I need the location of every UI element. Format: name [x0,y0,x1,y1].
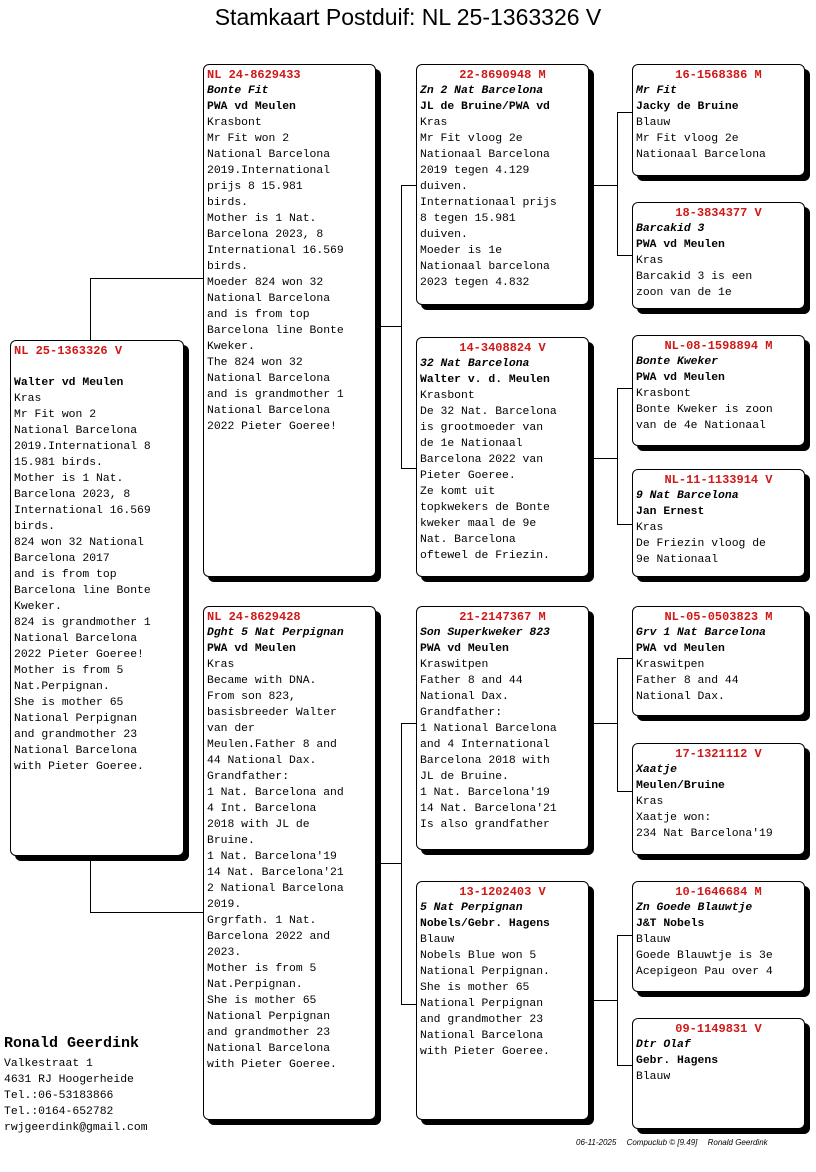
pigeon-color: Kraswitpen [636,659,705,671]
note-line: 9e Nationaal [636,554,719,566]
note-line: Ze komt uit [420,486,496,498]
note-line: National Barcelona [420,1030,544,1042]
owner-name: Ronald Geerdink [4,1035,140,1052]
breeder-name: Nobels/Gebr. Hagens [420,918,550,930]
note-line: National Barcelona [207,1043,331,1055]
note-line: 1 Nat. Barcelona'19 [420,787,550,799]
note-line: 2022 Pieter Goeree! [14,649,144,661]
note-line: Father 8 and 44 [636,675,739,687]
note-line: De Friezin vloog de [636,538,766,550]
note-line: National Barcelona [14,745,138,757]
connector [401,185,402,468]
pedigree-card-fmm[interactable] [632,469,805,577]
breeder-name: Gebr. Hagens [636,1055,719,1067]
note-line: 2023. [207,947,242,959]
pigeon-color: Krasbont [420,390,475,402]
note-line: 2018 with JL de [207,819,310,831]
pedigree-card-mother[interactable] [203,606,376,1120]
note-line: prijs 8 15.981 [207,181,303,193]
note-line: Nobels Blue won 5 [420,950,537,962]
owner-block [4,1034,148,1136]
pigeon-color: Krasbont [207,117,262,129]
breeder-name: Jacky de Bruine [636,101,739,113]
note-line: 824 won 32 National [14,537,144,549]
note-line: National Barcelona [207,149,331,161]
connector [617,255,633,256]
pigeon-name: Grv 1 Nat Barcelona [636,627,766,639]
pigeon-name: 9 Nat Barcelona [636,490,739,502]
breeder-name: Jan Ernest [636,506,705,518]
breeder-name: PWA vd Meulen [207,643,296,655]
note-line: Kweker. [14,601,62,613]
ring-number: NL-08-1598894 M [664,339,773,353]
breeder-name: PWA vd Meulen [636,239,725,251]
owner-street: Valkestraat 1 [4,1058,93,1070]
ring-number: NL 24-8629433 [207,68,301,82]
ring-number: 21-2147367 M [459,610,546,624]
note-line: 1 Nat. Barcelona'19 [207,851,337,863]
pigeon-color: Blauw [636,934,671,946]
pigeon-color: Kras [636,255,664,267]
pedigree-card-fff[interactable] [632,64,805,176]
note-line: 2022 Pieter Goeree! [207,421,337,433]
note-line: Barcelona 2023, 8 [14,489,131,501]
ring-number: 13-1202403 V [459,885,546,899]
connector [617,1065,633,1066]
note-line: duiven. [420,229,468,241]
pigeon-color: Kras [636,522,664,534]
note-line: International 16.569 [14,505,151,517]
pigeon-name: Dtr Olaf [636,1039,691,1051]
ring-number: 17-1321112 V [675,747,762,761]
note-line: 2019 tegen 4.129 [420,165,530,177]
note-line: Mother is 1 Nat. [14,473,124,485]
note-line: van de 4e Nationaal [636,420,766,432]
pedigree-card-mmf[interactable] [632,881,805,992]
connector [589,185,617,186]
note-line: Nat.Perpignan. [14,681,110,693]
pigeon-name [14,359,180,375]
page-title: Stamkaart Postduif: NL 25-1363326 V [214,4,602,30]
note-line: She is mother 65 [14,697,124,709]
footer-author: Ronald Geerdink [707,1138,768,1147]
pedigree-card-fm[interactable] [416,337,589,577]
note-line: Grandfather: [207,771,290,783]
note-line: and is from top [14,569,117,581]
owner-phone: Tel.:0164-652782 [4,1106,114,1118]
connector [90,857,91,912]
footer-date: 06-11-2025 [576,1138,617,1147]
note-line: and grandmother 23 [14,729,138,741]
ring-number: NL-05-0503823 M [664,610,773,624]
note-line: Moeder is 1e [420,245,503,257]
note-line: Barcelona 2022 van [420,454,544,466]
note-line: 4 Int. Barcelona [207,803,317,815]
note-line: with Pieter Goeree. [14,761,144,773]
note-line: She is mother 65 [207,995,317,1007]
breeder-name: Meulen/Bruine [636,780,725,792]
note-line: Barcelona line Bonte [14,585,151,597]
note-line: National Barcelona [207,405,331,417]
connector [376,863,401,864]
connector [401,185,417,186]
note-line: and grandmother 23 [420,1014,544,1026]
note-line: kweker maal de 9e [420,518,537,530]
footer-software: Compuclub © [9.49] [626,1138,698,1147]
note-line: 2019. [207,899,242,911]
note-line: Kweker. [207,341,255,353]
pigeon-name: Xaatje [636,764,678,776]
connector [589,723,617,724]
breeder-name: PWA vd Meulen [636,372,725,384]
connector [401,723,417,724]
note-line: Nationaal barcelona [420,261,550,273]
pigeon-color: Kras [14,393,42,405]
pigeon-color: Blauw [636,1071,671,1083]
note-line: National Perpignan [207,1011,331,1023]
note-line: 44 National Dax. [207,755,317,767]
note-line: zoon van de 1e [636,287,732,299]
pedigree-card-subject[interactable] [10,340,184,856]
connector [617,524,633,525]
pigeon-name: Son Superkweker 823 [420,627,550,639]
note-line: National Barcelona [207,293,331,305]
note-line: Nationaal Barcelona [636,149,766,161]
note-line: Goede Blauwtje is 3e [636,950,773,962]
pigeon-color: Krasbont [636,388,691,400]
pedigree-card-fmf[interactable] [632,335,805,446]
note-line: National Barcelona [207,373,331,385]
pedigree-card-mmm[interactable] [632,1018,805,1129]
breeder-name: PWA vd Meulen [636,643,725,655]
pigeon-name: 32 Nat Barcelona [420,358,530,370]
ring-number: NL 24-8629428 [207,610,301,624]
note-line: Is also grandfather [420,819,550,831]
note-line: Mother is 1 Nat. [207,213,317,225]
breeder-name: PWA vd Meulen [207,101,296,113]
note-line: Grgrfath. 1 Nat. [207,915,317,927]
note-line: JL de Bruine. [420,771,509,783]
note-line: and is grandmother 1 [207,389,344,401]
connector [617,935,633,936]
note-line: Barcelona 2022 and [207,931,331,943]
connector [90,278,91,340]
ring-number: 22-8690948 M [459,68,546,82]
note-line: with Pieter Goeree. [420,1046,550,1058]
connector [617,658,633,659]
note-line: Mother is from 5 [14,665,124,677]
pigeon-color: Kraswitpen [420,659,489,671]
note-line: Mother is from 5 [207,963,317,975]
pedigree-card-mff[interactable] [632,606,805,716]
breeder-name: Walter vd Meulen [14,377,124,389]
ring-number: 09-1149831 V [675,1022,762,1036]
pedigree-card-mfm[interactable] [632,743,805,855]
breeder-name: PWA vd Meulen [420,643,509,655]
connector [617,112,633,113]
note-line: 2023 tegen 4.832 [420,277,530,289]
breeder-name: Walter v. d. Meulen [420,374,550,386]
note-line: De 32 Nat. Barcelona [420,406,557,418]
note-line: National Perpignan [420,998,544,1010]
note-line: Pieter Goeree. [420,470,516,482]
note-line: Mr Fit vloog 2e [636,133,739,145]
owner-city: 4631 RJ Hoogerheide [4,1074,134,1086]
note-line: Mr Fit vloog 2e [420,133,523,145]
note-line: Nat.Perpignan. [207,979,303,991]
connector [617,388,618,524]
note-line: topkwekers de Bonte [420,502,550,514]
note-line: Mr Fit won 2 [207,133,290,145]
note-line: 8 tegen 15.981 [420,213,516,225]
note-line: Father 8 and 44 [420,675,523,687]
connector [401,468,417,469]
pigeon-color: Kras [207,659,235,671]
note-line: and is from top [207,309,310,321]
note-line: Meulen.Father 8 and [207,739,337,751]
breeder-name: J&T Nobels [636,918,705,930]
note-line: and 4 International [420,739,550,751]
ring-number: NL 25-1363326 V [14,344,123,358]
note-line: birds. [14,521,56,533]
connector [617,791,633,792]
note-line: 14 Nat. Barcelona'21 [420,803,557,815]
note-line: Mr Fit won 2 [14,409,97,421]
pigeon-name: Bonte Fit [207,85,269,97]
note-line: National Barcelona [14,633,138,645]
pigeon-name: Dght 5 Nat Perpignan [207,627,344,639]
note-line: Acepigeon Pau over 4 [636,966,773,978]
owner-phone-mobile: Tel.:06-53183866 [4,1090,114,1102]
pedigree-card-father[interactable] [203,64,376,577]
footer [576,1138,776,1147]
note-line: de 1e Nationaal [420,438,523,450]
pedigree-card-mm[interactable] [416,881,589,1120]
connector [589,458,617,459]
note-line: 15.981 birds. [14,457,103,469]
note-line: National Perpignan [14,713,138,725]
note-line: Barcelona 2023, 8 [207,229,324,241]
note-line: 2019.International [207,165,331,177]
note-line: Became with DNA. [207,675,317,687]
ring-number: 18-3834377 V [675,206,762,220]
note-line: birds. [207,197,249,209]
note-line: duiven. [420,181,468,193]
note-line: Barcelona 2018 with [420,755,550,767]
note-line: 824 is grandmother 1 [14,617,151,629]
pigeon-name: Barcakid 3 [636,223,705,235]
note-line: van der [207,723,255,735]
ring-number: 10-1646684 M [675,885,762,899]
pigeon-color: Kras [636,796,664,808]
pigeon-name: Mr Fit [636,85,678,97]
pigeon-name: Zn 2 Nat Barcelona [420,85,544,97]
ring-number: NL-11-1133914 V [664,473,773,487]
pigeon-name: Bonte Kweker [636,356,719,368]
note-line: is grootmoeder van [420,422,544,434]
note-line: with Pieter Goeree. [207,1059,337,1071]
note-line: Nationaal Barcelona [420,149,550,161]
pedigree-card-ffm[interactable] [632,202,805,309]
note-line: oftewel de Friezin. [420,550,550,562]
note-line: International 16.569 [207,245,344,257]
note-line: Barcelona line Bonte [207,325,344,337]
connector [401,1004,417,1005]
note-line: National Dax. [636,691,725,703]
connector [90,912,204,913]
note-line: and grandmother 23 [207,1027,331,1039]
note-line: National Perpignan. [420,966,550,978]
note-line: From son 823, [207,691,296,703]
pigeon-name: 5 Nat Perpignan [420,902,523,914]
note-line: She is mother 65 [420,982,530,994]
pigeon-name: Zn Goede Blauwtje [636,902,753,914]
note-line: Bruine. [207,835,255,847]
connector [617,112,618,255]
note-line: Internationaal prijs [420,197,557,209]
note-line: The 824 won 32 [207,357,303,369]
connector [589,1000,617,1001]
pigeon-color: Kras [420,117,448,129]
note-line: Xaatje won: [636,812,712,824]
note-line: 2 National Barcelona [207,883,344,895]
connector [617,658,618,791]
pigeon-color: Blauw [636,117,671,129]
owner-email: rwjgeerdink@gmail.com [4,1122,148,1134]
note-line: 1 National Barcelona [420,723,557,735]
connector [617,935,618,1065]
ring-number: 14-3408824 V [459,341,546,355]
note-line: Barcakid 3 is een [636,271,753,283]
connector [376,326,401,327]
pedigree-card-mf[interactable] [416,606,589,850]
note-line: Nat. Barcelona [420,534,516,546]
note-line: National Barcelona [14,425,138,437]
pedigree-card-ff[interactable] [416,64,589,305]
connector [90,278,204,279]
note-line: 1 Nat. Barcelona and [207,787,344,799]
note-line: Grandfather: [420,707,503,719]
note-line: birds. [207,261,249,273]
ring-number: 16-1568386 M [675,68,762,82]
pigeon-color: Blauw [420,934,455,946]
note-line: Bonte Kweker is zoon [636,404,773,416]
connector [401,723,402,1004]
connector [617,388,633,389]
note-line: 234 Nat Barcelona'19 [636,828,773,840]
note-line: Moeder 824 won 32 [207,277,324,289]
note-line: 2019.International 8 [14,441,151,453]
note-line: basisbreeder Walter [207,707,337,719]
breeder-name: JL de Bruine/PWA vd [420,101,550,113]
note-line: 14 Nat. Barcelona'21 [207,867,344,879]
note-line: Barcelona 2017 [14,553,110,565]
note-line: National Dax. [420,691,509,703]
